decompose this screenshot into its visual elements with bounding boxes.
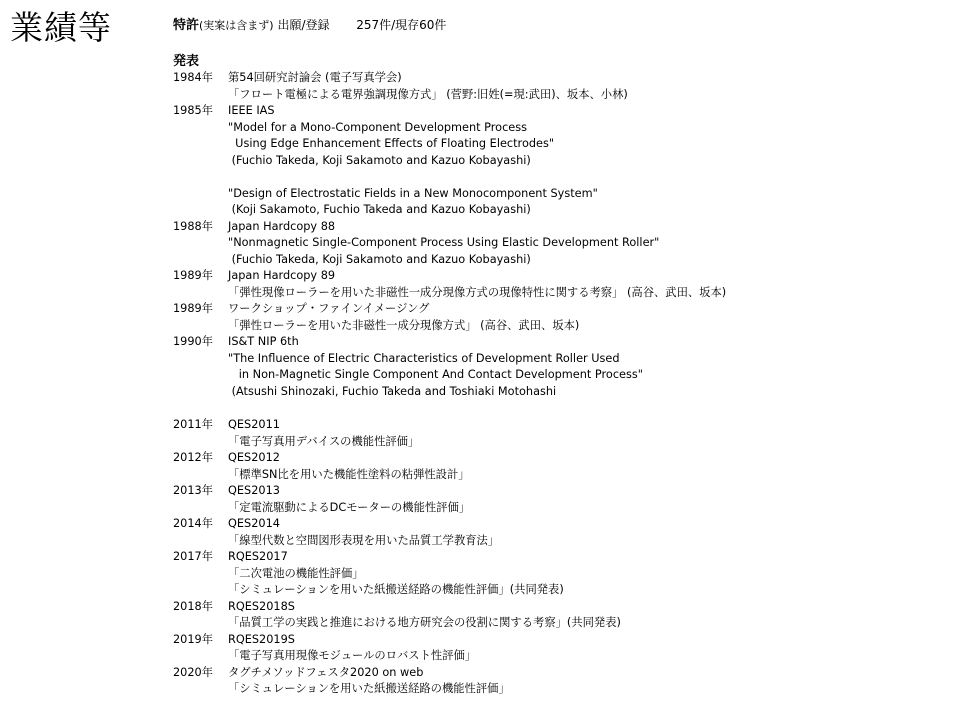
page-title: 業績等	[10, 8, 112, 47]
presentation-year: 2014年	[173, 517, 214, 530]
presentation-year: 2012年	[173, 451, 214, 464]
presentation-event: ワークショップ・ファインイメージング	[228, 302, 430, 315]
presentation-header-row	[173, 665, 948, 682]
presentation-year: 2019年	[173, 632, 214, 646]
presentation-detail: (Fuchio Takeda, Koji Sakamoto and Kazuo Kobayashi)	[228, 153, 531, 167]
presentation-event: Japan Hardcopy 89	[228, 269, 336, 282]
presentation-entry	[173, 70, 948, 103]
presentation-detail: 「シミュレーションを用いた紙搬送経路の機能性評価」(共同発表)	[228, 583, 564, 596]
presentation-entry	[173, 632, 948, 665]
presentation-entry	[173, 665, 948, 698]
presentation-detail: 「弾性現像ローラーを用いた非磁性一成分現像方式の現像特性に関する考察」 (高谷、武田、坂本)	[228, 285, 727, 299]
presentation-detail: (Fuchio Takeda, Koji Sakamoto and Kazuo Kobayashi)	[228, 252, 531, 266]
presentation-event: RQES2017	[228, 550, 288, 563]
presentation-entry	[173, 301, 948, 334]
presentation-event: QES2013	[228, 484, 280, 497]
presentation-entry	[173, 103, 948, 219]
presentation-header-row	[173, 516, 948, 533]
presentation-detail: "Nonmagnetic Single-Component Process Using Elastic Development Roller"	[228, 236, 660, 249]
presentation-event: RQES2018S	[228, 599, 295, 613]
presentation-year: 1989年	[173, 302, 214, 315]
presentation-entry	[173, 219, 948, 269]
presentation-detail: 「電子写真用現像モジュールのロバスト性評価」	[228, 649, 477, 662]
presentation-year: 2018年	[173, 599, 214, 613]
presentation-detail: 「線型代数と空間図形表現を用いた品質工学教育法」	[228, 533, 500, 547]
presentation-header-row	[173, 632, 948, 649]
presentation-header-row	[173, 219, 948, 236]
blank-line	[173, 169, 948, 186]
presentation-event: QES2012	[228, 451, 280, 464]
presentation-header-row	[173, 483, 948, 500]
presentation-year: 2020年	[173, 665, 214, 679]
presentation-header-row	[173, 301, 948, 318]
presentation-event: QES2011	[228, 418, 280, 431]
presentation-detail: 「定電流駆動によるDCモーターの機能性評価」	[228, 500, 471, 514]
section-heading-presentations: 発表	[173, 54, 200, 69]
presentation-header-row	[173, 268, 948, 285]
presentation-detail: 「シミュレーションを用いた紙搬送経路の機能性評価」	[228, 682, 510, 695]
presentation-detail: "Design of Electrostatic Fields in a New Monocomponent System"	[228, 186, 598, 200]
presentation-header-row	[173, 417, 948, 434]
presentation-entry	[173, 268, 948, 301]
presentation-detail: 「標準SN比を用いた機能性塗料の粘弾性設計」	[228, 467, 470, 481]
presentation-detail: "The Influence of Electric Characteristics of Development Roller Used	[228, 351, 620, 365]
presentation-year: 2013年	[173, 484, 214, 497]
presentation-year: 1984年	[173, 71, 214, 84]
presentation-year: 2017年	[173, 550, 214, 563]
presentation-header-row	[173, 70, 948, 87]
presentation-detail: 「フロート電極による電界強調現像方式」 (菅野:旧姓(=現:武田)、坂本、小林)	[228, 87, 628, 101]
presentation-detail: 「弾性ローラーを用いた非磁性一成分現像方式」 (高谷、武田、坂本)	[228, 318, 580, 332]
patent-label: 特許	[173, 18, 200, 33]
presentation-detail: Using Edge Enhancement Effects of Floating Electrodes"	[228, 137, 555, 150]
presentation-detail: in Non-Magnetic Single Component And Contact Development Process"	[228, 368, 643, 381]
presentation-detail: (Atsushi Shinozaki, Fuchio Takeda and Toshiaki Motohashi	[228, 384, 557, 398]
presentation-entry	[173, 450, 948, 483]
presentation-year: 1985年	[173, 104, 214, 117]
presentation-event: QES2014	[228, 517, 280, 530]
presentation-header-row	[173, 334, 948, 351]
presentation-entry	[173, 516, 948, 549]
presentation-detail: "Model for a Mono-Component Development Process	[228, 120, 528, 134]
presentation-event: IEEE IAS	[228, 104, 275, 117]
presentation-event: IS&T NIP 6th	[228, 335, 299, 348]
presentation-entry	[173, 599, 948, 632]
presentation-entry	[173, 549, 948, 599]
presentation-year: 1988年	[173, 219, 214, 233]
presentation-header-row	[173, 450, 948, 467]
presentation-list	[173, 70, 948, 698]
presentation-year: 1989年	[173, 269, 214, 282]
presentation-detail: 「二次電池の機能性評価」	[228, 566, 364, 580]
presentation-event: Japan Hardcopy 88	[228, 219, 336, 233]
patent-note: (実案は含まず)	[199, 19, 274, 32]
patent-counts: 257件/現存60件	[356, 18, 447, 32]
presentation-header-row	[173, 549, 948, 566]
presentation-entry	[173, 334, 948, 400]
presentation-detail: 「品質工学の実践と推進における地方研究会の役割に関する考察」(共同発表)	[228, 616, 621, 629]
presentation-header-row	[173, 103, 948, 120]
presentation-detail: (Koji Sakamoto, Fuchio Takeda and Kazuo Kobayashi)	[228, 203, 531, 216]
presentation-event: RQES2019S	[228, 632, 295, 646]
patent-summary	[173, 16, 446, 35]
patent-status: 出願/登録	[277, 18, 330, 32]
presentation-year: 1990年	[173, 335, 214, 348]
presentation-entry	[173, 483, 948, 516]
presentation-detail: 「電子写真用デバイスの機能性評価」	[228, 434, 420, 448]
presentation-entry	[173, 417, 948, 450]
presentation-event: タグチメソッドフェスタ2020 on web	[228, 665, 424, 679]
presentation-header-row	[173, 599, 948, 616]
presentation-year: 2011年	[173, 418, 214, 431]
presentation-event: 第54回研究討論会 (電子写真学会)	[228, 71, 402, 84]
